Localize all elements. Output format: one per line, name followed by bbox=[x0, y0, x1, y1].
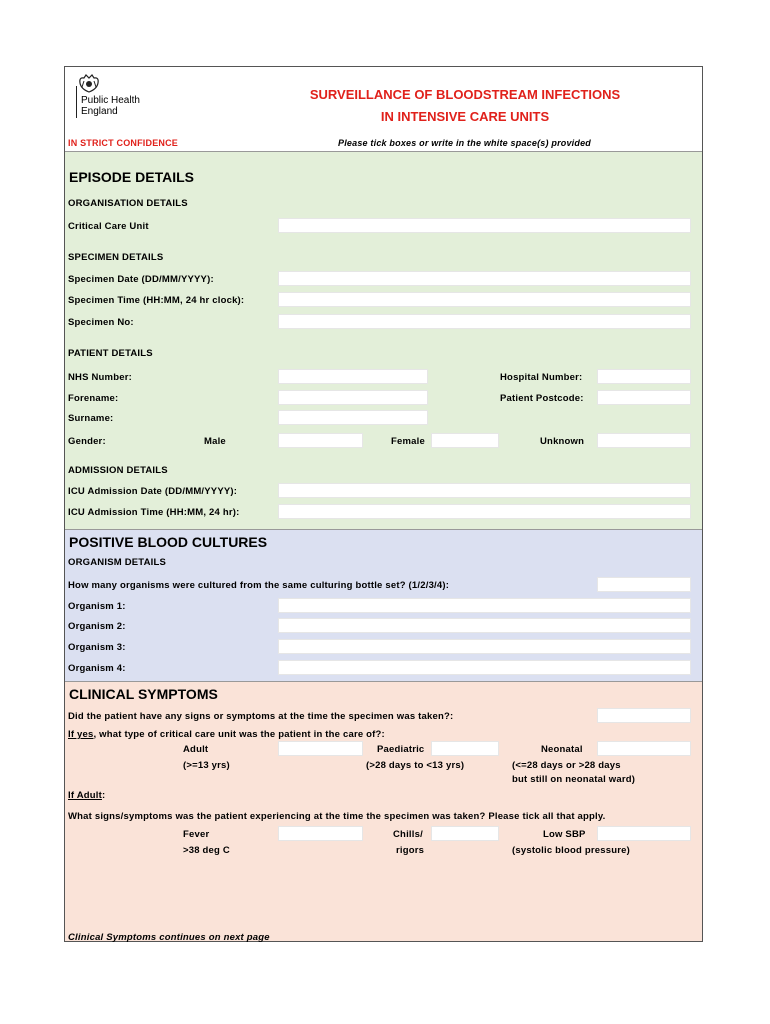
chills-sub-label: rigors bbox=[396, 845, 425, 856]
episode-section bbox=[65, 151, 702, 529]
surname-field[interactable] bbox=[278, 410, 428, 425]
neonatal-sub-label1: (<=28 days or >28 days bbox=[512, 760, 621, 771]
crest-icon bbox=[77, 73, 101, 93]
organism-count-field[interactable] bbox=[597, 577, 691, 592]
logo-rule bbox=[76, 86, 77, 118]
organisation-heading: ORGANISATION DETAILS bbox=[68, 198, 188, 209]
specimen-date-label: Specimen Date (DD/MM/YYYY): bbox=[68, 274, 214, 285]
logo-text-line2: England bbox=[81, 106, 118, 117]
gender-male-label: Male bbox=[204, 436, 226, 447]
cultures-section bbox=[65, 529, 702, 681]
gender-label: Gender: bbox=[68, 436, 106, 447]
instructions-text: Please tick boxes or write in the white space(s) provided bbox=[338, 138, 591, 148]
form-header bbox=[65, 67, 702, 151]
specimen-no-field[interactable] bbox=[278, 314, 691, 329]
fever-sub-label: >38 deg C bbox=[183, 845, 230, 856]
organism2-field[interactable] bbox=[278, 618, 691, 633]
unit-question-text: , what type of critical care unit was the patient in the care of?: bbox=[93, 729, 385, 740]
gender-unknown-label: Unknown bbox=[540, 436, 585, 447]
symptoms-question: What signs/symptoms was the patient experiencing at the time the specimen was taken? Please tick all that apply. bbox=[68, 811, 606, 822]
confidence-notice: IN STRICT CONFIDENCE bbox=[68, 138, 179, 148]
patient-postcode-field[interactable] bbox=[597, 390, 691, 405]
organism4-label: Organism 4: bbox=[68, 663, 126, 674]
neonatal-checkbox[interactable] bbox=[597, 741, 691, 756]
icu-admission-time-field[interactable] bbox=[278, 504, 691, 519]
continues-note: Clinical Symptoms continues on next page bbox=[68, 932, 270, 943]
phe-logo bbox=[75, 73, 155, 123]
if-adult-colon: : bbox=[101, 790, 106, 801]
clinical-section bbox=[65, 681, 702, 941]
specimen-time-field[interactable] bbox=[278, 292, 691, 307]
hospital-number-field[interactable] bbox=[597, 369, 691, 384]
specimen-heading: SPECIMEN DETAILS bbox=[68, 252, 164, 263]
low-sbp-checkbox[interactable] bbox=[597, 826, 691, 841]
form-title-line2: IN INTENSIVE CARE UNITS bbox=[380, 109, 550, 124]
organism3-field[interactable] bbox=[278, 639, 691, 654]
specimen-no-label: Specimen No: bbox=[68, 317, 134, 328]
icu-admission-time-label: ICU Admission Time (HH:MM, 24 hr): bbox=[68, 507, 240, 518]
gender-female-checkbox[interactable] bbox=[431, 433, 499, 448]
adult-label: Adult bbox=[183, 744, 209, 755]
chills-checkbox[interactable] bbox=[431, 826, 499, 841]
organism-heading: ORGANISM DETAILS bbox=[68, 557, 167, 568]
patient-heading: PATIENT DETAILS bbox=[68, 348, 153, 359]
icu-admission-date-field[interactable] bbox=[278, 483, 691, 498]
adult-sub-label: (>=13 yrs) bbox=[183, 760, 230, 771]
critical-care-unit-field[interactable] bbox=[278, 218, 691, 233]
unit-question bbox=[68, 729, 385, 740]
forename-field[interactable] bbox=[278, 390, 428, 405]
critical-care-unit-label: Critical Care Unit bbox=[68, 221, 149, 232]
hospital-number-label: Hospital Number: bbox=[500, 372, 583, 383]
if-adult-label bbox=[68, 790, 105, 801]
surname-label: Surname: bbox=[68, 413, 114, 424]
form-title bbox=[245, 84, 685, 128]
signs-answer-field[interactable] bbox=[597, 708, 691, 723]
neonatal-sub-label2: but still on neonatal ward) bbox=[512, 774, 636, 785]
organism1-field[interactable] bbox=[278, 598, 691, 613]
gender-male-checkbox[interactable] bbox=[278, 433, 363, 448]
chills-label: Chills/ bbox=[393, 829, 423, 840]
paediatric-sub-label: (>28 days to <13 yrs) bbox=[366, 760, 465, 771]
gender-female-label: Female bbox=[391, 436, 425, 447]
specimen-time-label: Specimen Time (HH:MM, 24 hr clock): bbox=[68, 295, 245, 306]
episode-title: EPISODE DETAILS bbox=[69, 169, 194, 185]
logo-text-line1: Public Health bbox=[81, 95, 140, 106]
organism2-label: Organism 2: bbox=[68, 621, 126, 632]
nhs-number-field[interactable] bbox=[278, 369, 428, 384]
fever-checkbox[interactable] bbox=[278, 826, 363, 841]
bsi-form bbox=[64, 66, 703, 942]
organism-count-label: How many organisms were cultured from the same culturing bottle set? (1/2/3/4): bbox=[68, 580, 450, 591]
specimen-date-field[interactable] bbox=[278, 271, 691, 286]
paediatric-checkbox[interactable] bbox=[431, 741, 499, 756]
adult-checkbox[interactable] bbox=[278, 741, 363, 756]
organism3-label: Organism 3: bbox=[68, 642, 126, 653]
gender-unknown-checkbox[interactable] bbox=[597, 433, 691, 448]
forename-label: Forename: bbox=[68, 393, 119, 404]
organism1-label: Organism 1: bbox=[68, 601, 126, 612]
fever-label: Fever bbox=[183, 829, 210, 840]
neonatal-label: Neonatal bbox=[541, 744, 583, 755]
if-yes-text: If yes bbox=[68, 729, 94, 740]
form-title-line1: SURVEILLANCE OF BLOODSTREAM INFECTIONS bbox=[309, 87, 621, 102]
admission-heading: ADMISSION DETAILS bbox=[68, 465, 168, 476]
low-sbp-sub-label: (systolic blood pressure) bbox=[512, 845, 630, 856]
organism4-field[interactable] bbox=[278, 660, 691, 675]
signs-question: Did the patient have any signs or symptoms at the time the specimen was taken?: bbox=[68, 711, 454, 722]
clinical-title: CLINICAL SYMPTOMS bbox=[69, 686, 218, 702]
paediatric-label: Paediatric bbox=[377, 744, 425, 755]
icu-admission-date-label: ICU Admission Date (DD/MM/YYYY): bbox=[68, 486, 238, 497]
nhs-number-label: NHS Number: bbox=[68, 372, 132, 383]
patient-postcode-label: Patient Postcode: bbox=[500, 393, 584, 404]
if-adult-text: If Adult bbox=[68, 790, 102, 801]
low-sbp-label: Low SBP bbox=[543, 829, 586, 840]
cultures-title: POSITIVE BLOOD CULTURES bbox=[69, 534, 268, 550]
